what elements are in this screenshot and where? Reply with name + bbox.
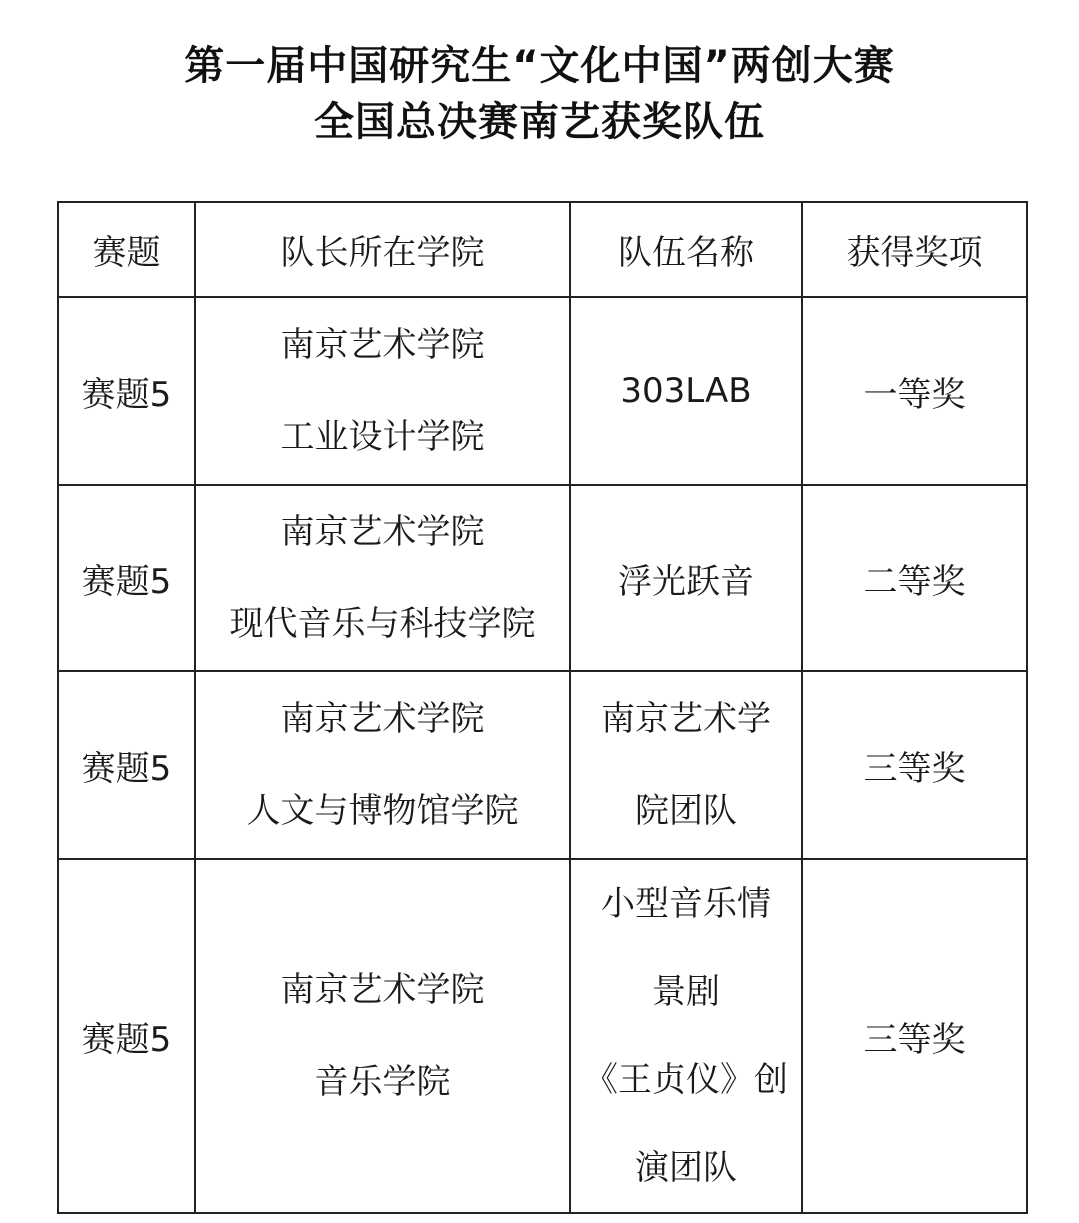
header-award: 获得奖项: [802, 202, 1027, 297]
cell-award: 一等奖: [802, 297, 1027, 485]
table-row: [58, 671, 1027, 859]
team-line: 小型音乐情: [601, 884, 771, 924]
page-title: [0, 38, 1079, 150]
college-line: 南京艺术学院: [280, 970, 485, 1010]
title-line-2: 全国总决赛南艺获奖队伍: [314, 99, 765, 145]
college-line: 现代音乐与科技学院: [229, 604, 536, 644]
title-line-1: 第一届中国研究生“文化中国”两创大赛: [184, 43, 895, 89]
cell-topic: 赛题5: [58, 859, 195, 1213]
header-college: 队长所在学院: [195, 202, 570, 297]
cell-team-name: [570, 859, 802, 1213]
team-line: 《王贞仪》创: [584, 1060, 788, 1100]
team-line: 303LAB: [620, 371, 752, 411]
cell-award: 二等奖: [802, 485, 1027, 671]
college-line: 南京艺术学院: [280, 325, 485, 365]
college-line: 南京艺术学院: [280, 512, 485, 552]
table-header-row: [58, 202, 1027, 297]
college-line: 南京艺术学院: [280, 699, 485, 739]
table-row: [58, 297, 1027, 485]
cell-team-name: [570, 485, 802, 671]
team-line: 南京艺术学: [601, 699, 771, 739]
team-line: 演团队: [635, 1148, 737, 1188]
college-line: 人文与博物馆学院: [246, 791, 519, 831]
cell-topic: 赛题5: [58, 297, 195, 485]
team-line: 景剧: [652, 972, 720, 1012]
cell-topic: 赛题5: [58, 671, 195, 859]
cell-award: 三等奖: [802, 859, 1027, 1213]
table-row: [58, 859, 1027, 1213]
cell-college: [195, 671, 570, 859]
header-topic: 赛题: [58, 202, 195, 297]
cell-college: [195, 485, 570, 671]
team-line: 院团队: [635, 791, 737, 831]
cell-topic: 赛题5: [58, 485, 195, 671]
team-line: 浮光跃音: [618, 561, 754, 602]
cell-college: [195, 859, 570, 1213]
cell-college: [195, 297, 570, 485]
awards-table: [57, 201, 1028, 1214]
cell-award: 三等奖: [802, 671, 1027, 859]
cell-team-name: [570, 671, 802, 859]
table-row: [58, 485, 1027, 671]
header-team-name: 队伍名称: [570, 202, 802, 297]
cell-team-name: [570, 297, 802, 485]
college-line: 音乐学院: [314, 1062, 451, 1102]
college-line: 工业设计学院: [280, 417, 485, 457]
